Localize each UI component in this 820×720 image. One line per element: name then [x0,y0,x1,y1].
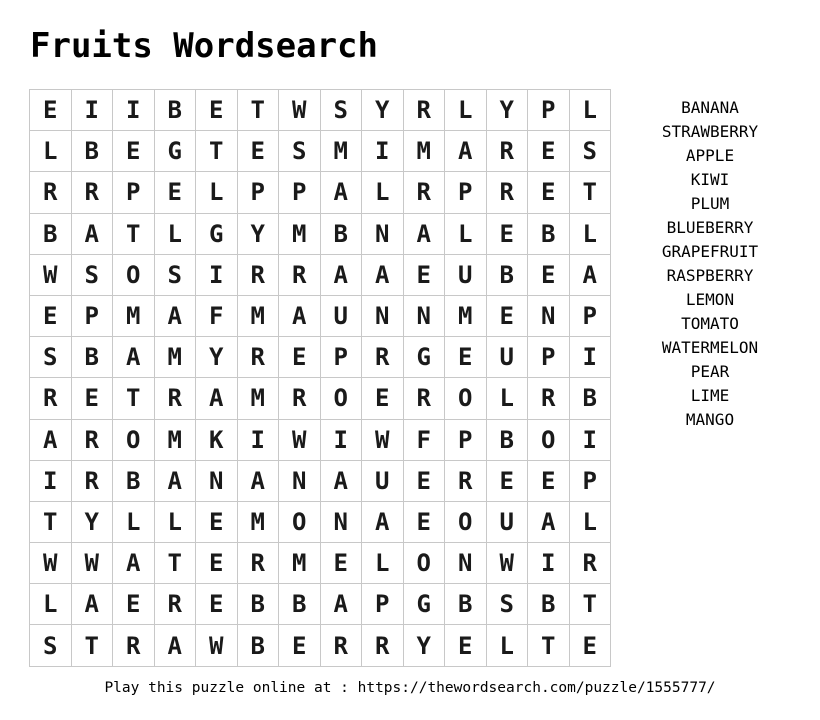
grid-cell[interactable]: P [528,90,570,131]
grid-cell[interactable]: E [487,296,529,337]
grid-cell[interactable]: R [321,625,363,666]
grid-cell[interactable]: Y [238,214,280,255]
grid-cell[interactable]: R [30,378,72,419]
grid-cell[interactable]: O [113,255,155,296]
grid-cell[interactable]: E [30,296,72,337]
grid-cell[interactable]: R [238,337,280,378]
word-list-item: GRAPEFRUIT [661,242,759,261]
grid-cell[interactable]: A [72,584,114,625]
grid-cell[interactable]: W [487,543,529,584]
grid-cell[interactable]: M [279,543,321,584]
grid-cell[interactable]: A [321,172,363,213]
grid-cell[interactable]: A [72,214,114,255]
grid-cell[interactable]: R [155,584,197,625]
grid-cell[interactable]: O [113,420,155,461]
grid-cell[interactable]: O [445,378,487,419]
grid-cell[interactable]: B [487,255,529,296]
grid-cell[interactable]: L [30,584,72,625]
grid-cell[interactable]: W [279,90,321,131]
grid-cell[interactable]: T [570,584,612,625]
grid-cell[interactable]: L [196,172,238,213]
grid-cell[interactable]: E [570,625,612,666]
grid-cell[interactable]: Y [404,625,446,666]
grid-cell[interactable]: R [279,378,321,419]
grid-cell[interactable]: A [570,255,612,296]
grid-cell[interactable]: R [487,172,529,213]
grid-cell[interactable]: R [362,337,404,378]
grid-cell[interactable]: A [155,296,197,337]
grid-cell[interactable]: E [445,337,487,378]
grid-cell[interactable]: M [279,214,321,255]
grid-cell[interactable]: A [196,378,238,419]
grid-cell[interactable]: T [570,172,612,213]
grid-cell[interactable]: E [321,543,363,584]
grid-cell[interactable]: P [279,172,321,213]
grid-cell[interactable]: I [570,337,612,378]
word-list-item: BANANA [681,98,739,117]
grid-cell[interactable]: W [30,255,72,296]
grid-cell[interactable]: E [113,131,155,172]
grid-cell[interactable]: L [155,502,197,543]
grid-cell[interactable]: I [238,420,280,461]
grid-cell[interactable]: R [487,131,529,172]
grid-cell[interactable]: M [113,296,155,337]
grid-cell[interactable]: R [445,461,487,502]
grid-cell[interactable]: S [279,131,321,172]
grid-cell[interactable]: I [30,461,72,502]
grid-cell[interactable]: A [155,625,197,666]
grid-cell[interactable]: R [404,378,446,419]
grid-cell[interactable]: A [113,543,155,584]
grid-cell[interactable]: R [238,543,280,584]
grid-cell[interactable]: M [155,420,197,461]
grid-cell[interactable]: A [362,502,404,543]
grid-cell[interactable]: T [72,625,114,666]
grid-cell[interactable]: W [196,625,238,666]
grid-cell[interactable]: B [113,461,155,502]
grid-cell[interactable]: B [238,625,280,666]
grid-cell[interactable]: R [362,625,404,666]
grid-cell[interactable]: B [487,420,529,461]
grid-cell[interactable]: L [30,131,72,172]
grid-cell[interactable]: P [528,337,570,378]
grid-cell[interactable]: S [570,131,612,172]
grid-cell[interactable]: N [362,296,404,337]
grid-cell[interactable]: E [528,255,570,296]
grid-cell[interactable]: A [155,461,197,502]
grid-cell[interactable]: R [30,172,72,213]
grid-cell[interactable]: E [362,378,404,419]
grid-cell[interactable]: E [238,131,280,172]
grid-cell[interactable]: T [113,378,155,419]
grid-cell[interactable]: E [196,502,238,543]
grid-cell[interactable]: R [570,543,612,584]
grid-cell[interactable]: B [321,214,363,255]
grid-cell[interactable]: E [528,172,570,213]
word-list-item: STRAWBERRY [661,122,759,141]
grid-cell[interactable]: L [362,543,404,584]
grid-cell[interactable]: S [72,255,114,296]
grid-cell[interactable]: M [445,296,487,337]
word-list-item: LEMON [685,290,735,309]
grid-cell[interactable]: P [570,296,612,337]
grid-cell[interactable]: B [528,214,570,255]
grid-cell[interactable]: O [404,543,446,584]
grid-cell[interactable]: M [238,378,280,419]
grid-cell[interactable]: S [321,90,363,131]
grid-cell[interactable]: A [362,255,404,296]
grid-cell[interactable]: U [445,255,487,296]
word-list-item: PLUM [690,194,730,213]
grid-cell[interactable]: B [72,337,114,378]
grid-cell[interactable]: I [362,131,404,172]
grid-cell[interactable]: B [155,90,197,131]
grid-cell[interactable]: E [528,461,570,502]
grid-cell[interactable]: T [113,214,155,255]
grid-cell[interactable]: R [72,420,114,461]
grid-cell[interactable]: N [362,214,404,255]
grid-cell[interactable]: O [528,420,570,461]
grid-cell[interactable]: U [487,337,529,378]
grid-cell[interactable]: L [113,502,155,543]
grid-cell[interactable]: B [570,378,612,419]
grid-cell[interactable]: P [321,337,363,378]
word-list-item: LIME [690,386,730,405]
grid-cell[interactable]: A [30,420,72,461]
grid-cell[interactable]: I [196,255,238,296]
grid-cell[interactable]: N [528,296,570,337]
grid-cell[interactable]: E [487,214,529,255]
grid-cell[interactable]: A [404,214,446,255]
grid-cell[interactable]: O [321,378,363,419]
grid-cell[interactable]: P [445,172,487,213]
grid-cell[interactable]: E [404,502,446,543]
grid-cell[interactable]: I [72,90,114,131]
word-list-item: KIWI [690,170,730,189]
grid-cell[interactable]: F [196,296,238,337]
grid-cell[interactable]: L [487,378,529,419]
grid-cell[interactable]: B [279,584,321,625]
grid-cell[interactable]: O [445,502,487,543]
grid-cell[interactable]: R [72,461,114,502]
grid-cell[interactable]: E [30,90,72,131]
grid-cell[interactable]: S [487,584,529,625]
grid-cell[interactable]: A [279,296,321,337]
grid-cell[interactable]: E [279,625,321,666]
grid-cell[interactable]: E [196,584,238,625]
grid-cell[interactable]: P [238,172,280,213]
grid-cell[interactable]: M [321,131,363,172]
grid-cell[interactable]: W [279,420,321,461]
grid-cell[interactable]: U [321,296,363,337]
grid-cell[interactable]: I [113,90,155,131]
grid-cell[interactable]: B [72,131,114,172]
grid-cell[interactable]: T [155,543,197,584]
grid-cell[interactable]: G [196,214,238,255]
grid-cell[interactable]: B [238,584,280,625]
grid-cell[interactable]: A [321,255,363,296]
grid-cell[interactable]: N [404,296,446,337]
grid-cell[interactable]: A [113,337,155,378]
word-list-item: APPLE [685,146,735,165]
grid-cell[interactable]: T [30,502,72,543]
grid-cell[interactable]: S [155,255,197,296]
word-list-item: RASPBERRY [666,266,754,285]
grid-cell[interactable]: P [445,420,487,461]
grid-cell[interactable]: M [404,131,446,172]
grid-cell[interactable]: N [196,461,238,502]
word-list-item: TOMATO [681,314,739,333]
grid-cell[interactable]: A [528,502,570,543]
grid-cell[interactable]: K [196,420,238,461]
word-list-item: PEAR [690,362,730,381]
grid-cell[interactable]: L [570,214,612,255]
grid-cell[interactable]: S [30,337,72,378]
grid-cell[interactable]: E [196,90,238,131]
grid-cell[interactable]: L [487,625,529,666]
word-list-item: BLUEBERRY [666,218,754,237]
grid-cell[interactable]: A [238,461,280,502]
grid-cell[interactable]: P [113,172,155,213]
grid-cell[interactable]: E [155,172,197,213]
grid-cell[interactable]: B [445,584,487,625]
grid-cell[interactable]: T [196,131,238,172]
grid-cell[interactable]: M [238,502,280,543]
grid-cell[interactable]: G [404,584,446,625]
grid-cell[interactable]: A [321,584,363,625]
grid-cell[interactable]: R [528,378,570,419]
puzzle-title: Fruits Wordsearch [30,26,378,66]
grid-cell[interactable]: L [155,214,197,255]
grid-cell[interactable]: N [321,502,363,543]
grid-cell[interactable]: B [528,584,570,625]
grid-cell[interactable]: R [72,172,114,213]
grid-cell[interactable]: R [404,172,446,213]
grid-cell[interactable]: L [445,214,487,255]
grid-cell[interactable]: B [30,214,72,255]
grid-cell[interactable]: E [196,543,238,584]
grid-cell[interactable]: I [570,420,612,461]
grid-cell[interactable]: S [30,625,72,666]
grid-cell[interactable]: I [321,420,363,461]
grid-cell[interactable]: W [72,543,114,584]
grid-cell[interactable]: L [362,172,404,213]
grid-cell[interactable]: T [528,625,570,666]
grid-cell[interactable]: E [487,461,529,502]
grid-cell[interactable]: E [528,131,570,172]
grid-cell[interactable]: L [570,90,612,131]
grid-cell[interactable]: N [445,543,487,584]
grid-cell[interactable]: O [279,502,321,543]
grid-cell[interactable]: G [404,337,446,378]
grid-cell[interactable]: P [570,461,612,502]
grid-cell[interactable]: P [362,584,404,625]
grid-cell[interactable]: Y [196,337,238,378]
grid-cell[interactable]: E [404,255,446,296]
word-list [640,96,780,432]
grid-cell[interactable]: R [155,378,197,419]
grid-cell[interactable]: E [404,461,446,502]
grid-cell[interactable]: P [72,296,114,337]
grid-cell[interactable]: L [570,502,612,543]
grid-cell[interactable]: N [279,461,321,502]
grid-cell[interactable]: M [238,296,280,337]
grid-cell[interactable]: F [404,420,446,461]
grid-cell[interactable]: R [404,90,446,131]
grid-cell[interactable]: R [113,625,155,666]
grid-cell[interactable]: U [362,461,404,502]
grid-cell[interactable]: E [72,378,114,419]
word-list-item: MANGO [685,410,735,429]
grid-cell[interactable]: W [362,420,404,461]
grid-cell[interactable]: A [445,131,487,172]
grid-cell[interactable]: L [445,90,487,131]
grid-cell[interactable]: U [487,502,529,543]
grid-cell[interactable]: Y [72,502,114,543]
grid-cell[interactable]: R [238,255,280,296]
word-list-item: WATERMELON [661,338,759,357]
grid-cell[interactable]: A [321,461,363,502]
grid-cell[interactable]: M [155,337,197,378]
grid-cell[interactable]: I [528,543,570,584]
grid-cell[interactable]: Y [362,90,404,131]
letter-grid[interactable] [29,89,611,667]
grid-cell[interactable]: W [30,543,72,584]
grid-cell[interactable]: E [445,625,487,666]
grid-cell[interactable]: R [279,255,321,296]
footer-link-text: Play this puzzle online at : https://thewordsearch.com/puzzle/1555777/ [104,680,716,696]
grid-cell[interactable]: Y [487,90,529,131]
grid-cell[interactable]: E [279,337,321,378]
grid-cell[interactable]: G [155,131,197,172]
grid-cell[interactable]: T [238,90,280,131]
grid-cell[interactable]: E [113,584,155,625]
